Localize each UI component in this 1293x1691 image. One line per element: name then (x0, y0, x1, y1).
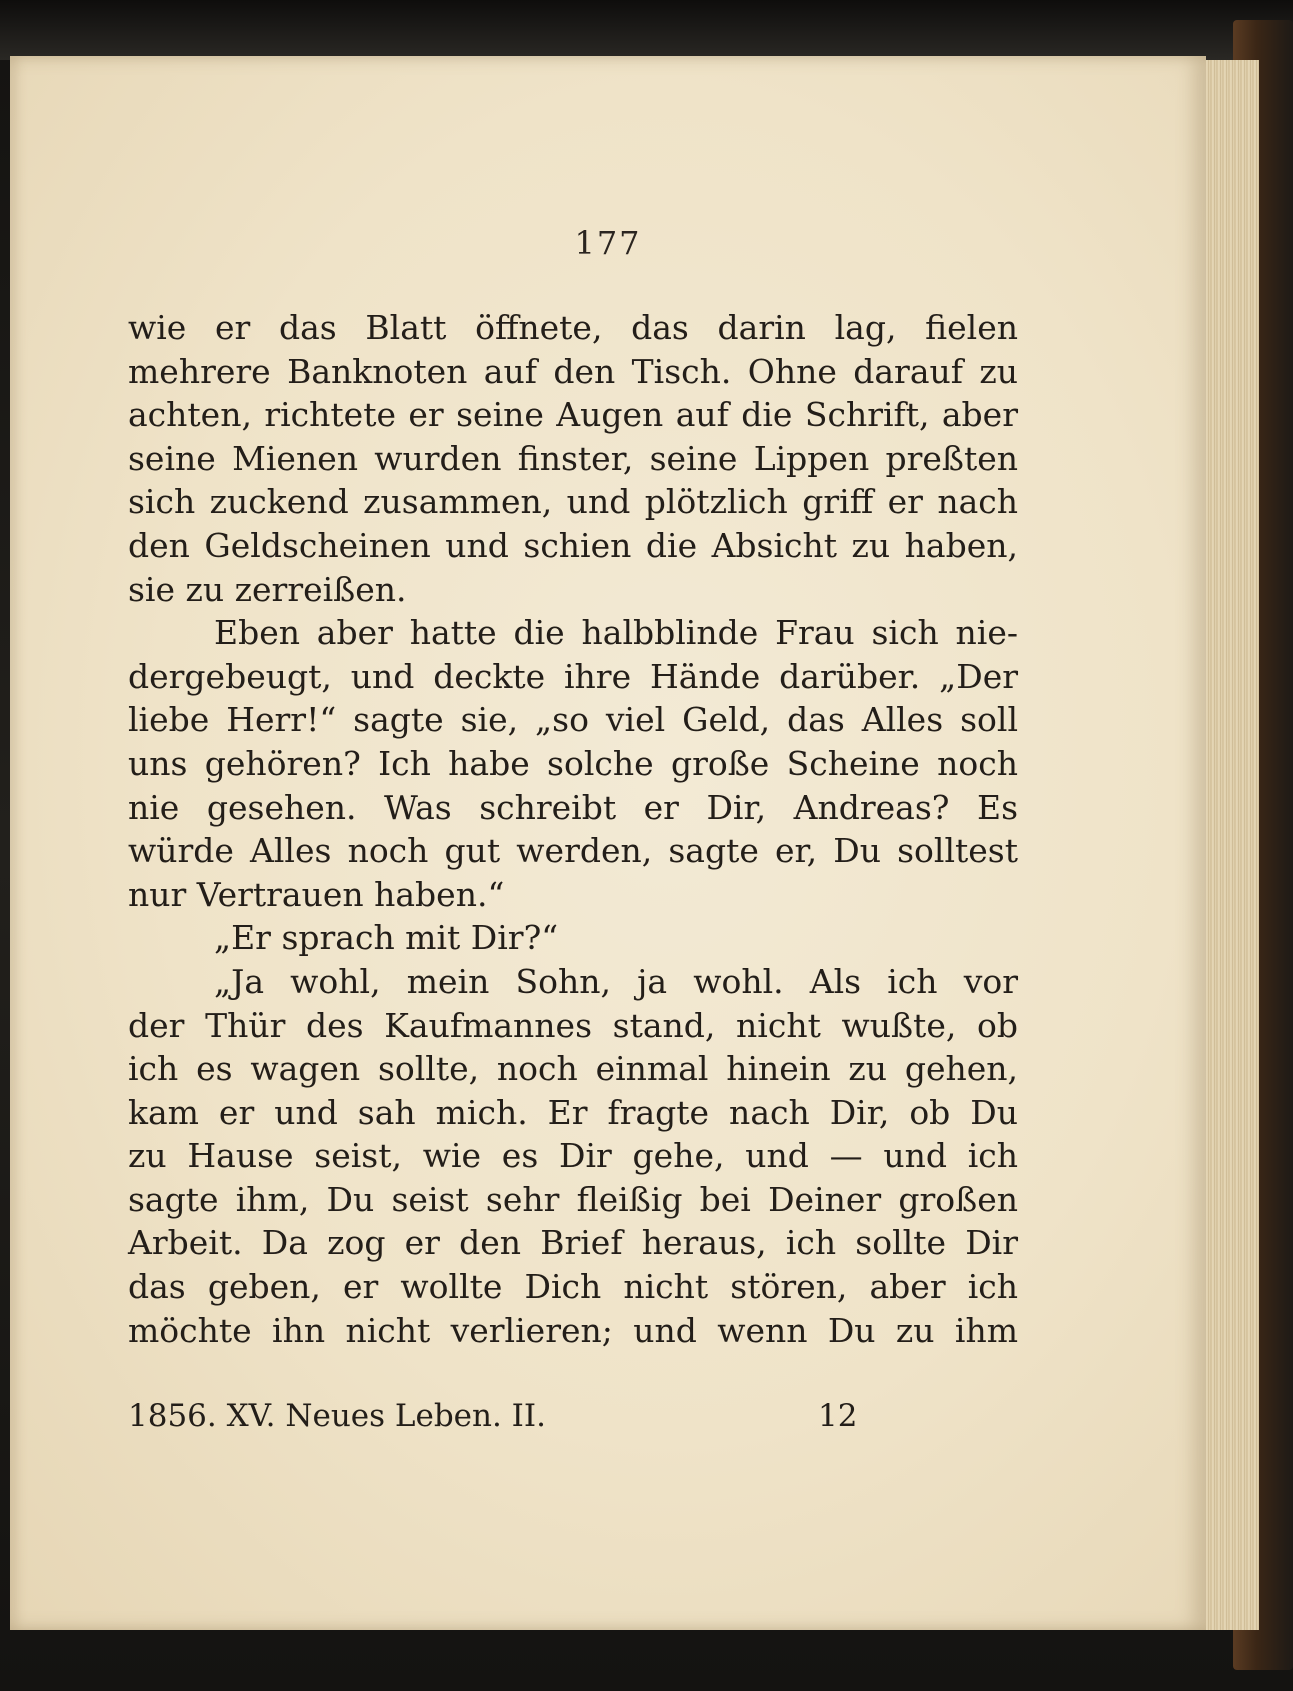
text-line: seine Mienen wurden finster, seine Lippen preßten (128, 438, 1018, 478)
text-line: dergebeugt, und deckte ihre Hände darüber. „Der (128, 656, 1018, 696)
text-line: der Thür des Kaufmannes stand, nicht wußte, ob (128, 1005, 1018, 1045)
text-line: Eben aber hatte die halbblinde Frau sich nie- (214, 613, 1018, 653)
book-page (10, 56, 1206, 1630)
text-line: Arbeit. Da zog er den Brief heraus, ich sollte Dir (128, 1223, 1018, 1263)
text-line: mehrere Banknoten auf den Tisch. Ohne darauf zu (128, 351, 1018, 391)
page-number: 177 (574, 224, 642, 262)
text-line: „Ja wohl, mein Sohn, ja wohl. Als ich vor (214, 961, 1018, 1001)
text-line: achten, richtete er seine Augen auf die Schrift, aber (128, 395, 1018, 435)
text-line: möchte ihn nicht verlieren; und wenn Du zu ihm (128, 1310, 1018, 1350)
sheet-number: 12 (818, 1398, 858, 1434)
text-line: nie gesehen. Was schreibt er Dir, Andreas? Es (128, 787, 1018, 827)
text-line: zu Hause seist, wie es Dir gehe, und — und ich (128, 1136, 1018, 1176)
text-line: den Geldscheinen und schien die Absicht zu haben, (128, 525, 1018, 565)
text-line: ich es wagen sollte, noch einmal hinein zu gehen, (128, 1049, 1018, 1089)
page-footer (128, 1398, 1018, 1442)
text-line: kam er und sah mich. Er fragte nach Dir, ob Du (128, 1092, 1018, 1132)
text-line: sagte ihm, Du seist sehr fleißig bei Deiner großen (128, 1179, 1018, 1219)
text-line: sie zu zerreißen. (128, 569, 407, 609)
text-line: uns gehören? Ich habe solche große Scheine noch (128, 743, 1018, 783)
book-cover-top (0, 0, 1293, 60)
text-line: „Er sprach mit Dir?“ (214, 918, 559, 958)
text-line: nur Vertrauen haben.“ (128, 874, 505, 914)
body-text (128, 306, 1018, 1352)
text-line: würde Alles noch gut werden, sagte er, Du solltest (128, 831, 1018, 871)
text-line: das geben, er wollte Dich nicht stören, aber ich (128, 1267, 1018, 1307)
text-line: sich zuckend zusammen, und plötzlich griff er nach (128, 482, 1018, 522)
text-line: wie er das Blatt öffnete, das darin lag, fielen (128, 308, 1018, 347)
printer-signature: 1856. XV. Neues Leben. II. (128, 1398, 547, 1434)
text-line: liebe Herr!“ sagte sie, „so viel Geld, das Alles soll (128, 700, 1018, 740)
